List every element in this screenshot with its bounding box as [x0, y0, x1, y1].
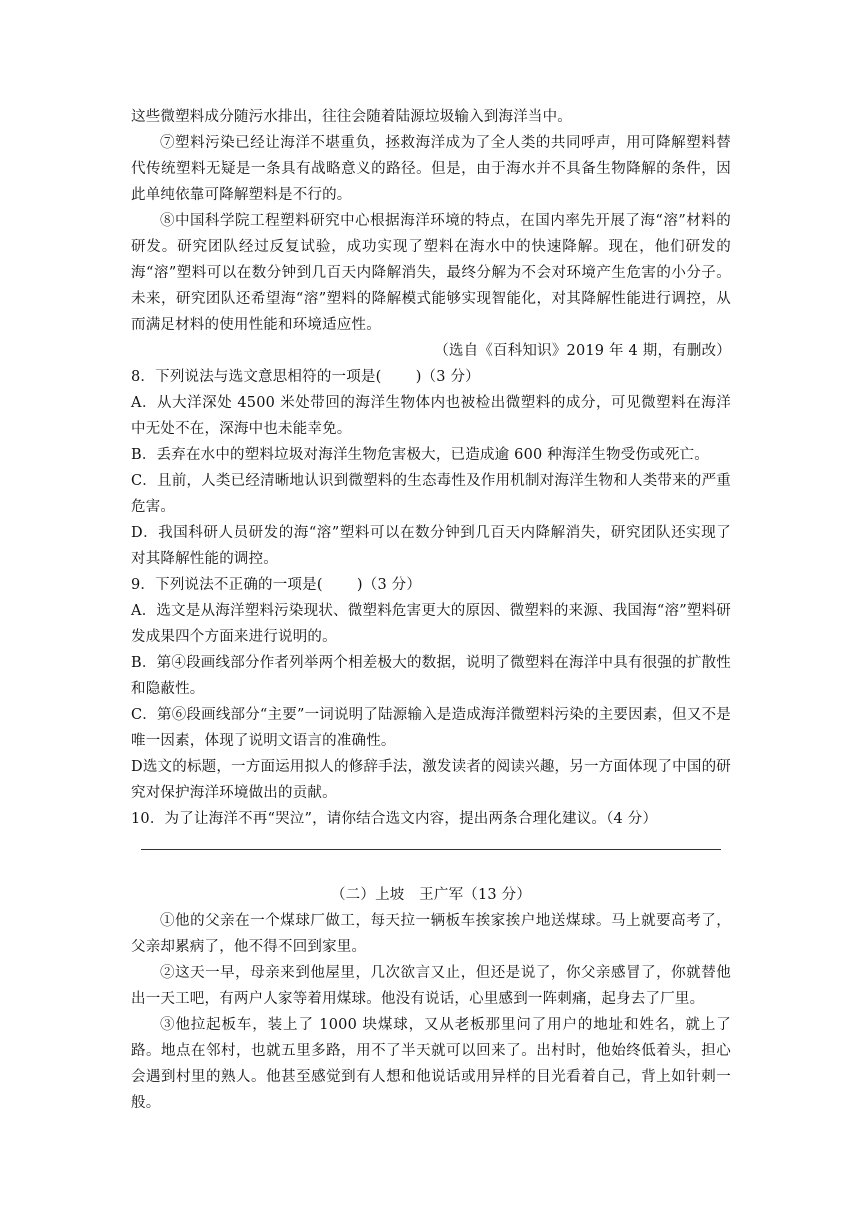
question-9-stem: 9．下列说法不正确的一项是( )（3 分） — [131, 577, 422, 593]
question-8-option-d: D．我国科研人员研发的海“溶”塑料可以在数分钟到几百天内降解消失，研究团队还实现了对其降解性能的调控。 — [131, 525, 731, 567]
passage2-title: （二）上坡 王广军（13 分） — [330, 887, 532, 903]
question-8-option-c: C．且前，人类已经清晰地认识到微塑料的生态毒性及作用机制对海洋生物和人类带来的严重危害。 — [131, 473, 731, 515]
question-9-option-c: C．第⑥段画线部分“主要”一词说明了陆源输入是造成海洋微塑料污染的主要因素，但又不是唯一因素，体现了说明文语言的准确性。 — [131, 707, 731, 749]
question-8-stem: 8．下列说法与选文意思相符的一项是( )（3 分） — [131, 369, 480, 385]
question-8 — [131, 364, 731, 572]
passage1-paragraph-7: ⑦塑料污染已经让海洋不堪重负，拯救海洋成为了全人类的共同呼声，用可降解塑料替代传统塑料无疑是一条具有战略意义的路径。但是，由于海水并不具备生物降解的条件，因此单纯依靠可降解塑料是不行的。 — [131, 135, 731, 203]
question-9-option-d: D选文的标题，一方面运用拟人的修辞手法，激发读者的阅读兴趣，另一方面体现了中国的研究对保护海洋环境做出的贡献。 — [131, 759, 731, 801]
passage2-paragraph-2: ②这天一早，母亲来到他屋里，几次欲言又止，但还是说了，你父亲感冒了，你就替他出一天工吧，有两户人家等着用煤球。他没有说话，心里感到一阵刺痛，起身去了厂里。 — [131, 965, 731, 1007]
passage2-paragraph-3: ③他拉起板车，装上了 1000 块煤球，又从老板那里问了用户的地址和姓名，就上了路。地点在邻村，也就五里多路，用不了半天就可以回来了。出村时，他始终低着头，担心会遇到村里的熟人。他甚至感觉到有人想和他说话或用异样的目光看着自己，背上如针刺一般。 — [131, 1017, 731, 1111]
question-8-option-b: B．丢弃在水中的塑料垃圾对海洋生物危害极大，已造成逾 600 种海洋生物受伤或死亡。 — [131, 447, 709, 463]
question-9-option-a: A．选文是从海洋塑料污染现状、微塑料危害更大的原因、微塑料的来源、我国海“溶”塑料研发成果四个方面来进行说明的。 — [131, 603, 731, 645]
passage1-continuation: 这些微塑料成分随污水排出，往往会随着陆源垃圾输入到海洋当中。 — [131, 109, 572, 125]
question-9-option-b: B．第④段画线部分作者列举两个相差极大的数据，说明了微塑料在海洋中具有很强的扩散性和隐蔽性。 — [131, 655, 731, 697]
passage1-source: （选自《百科知识》2019 年 4 期，有删改） — [434, 343, 731, 359]
question-10-stem: 10．为了让海洋不再“哭泣”，请你结合选文内容，提出两条合理化建议。（4 分） — [131, 811, 658, 827]
question-9 — [131, 572, 731, 806]
passage2-paragraph-1: ①他的父亲在一个煤球厂做工，每天拉一辆板车挨家挨户地送煤球。马上就要高考了，父亲却累病了，他不得不回到家里。 — [131, 913, 731, 955]
question-8-option-a: A．从大洋深处 4500 米处带回的海洋生物体内也被检出微塑料的成分，可见微塑料在海洋中无处不在，深海中也未能幸免。 — [131, 395, 731, 437]
document-page — [131, 0, 731, 1116]
passage1-paragraph-8: ⑧中国科学院工程塑料研究中心根据海洋环境的特点，在国内率先开展了海“溶”材料的研发。研究团队经过反复试验，成功实现了塑料在海水中的快速降解。现在，他们研发的海“溶”塑料可以在数分钟到几百天内降解消失，最终分解为不会对环境产生危害的小分子。未来，研究团队还希望海“溶”塑料的降解模式能够实现智能化，对其降解性能进行调控，从而满足材料的使用性能和环境适应性。 — [131, 213, 731, 333]
